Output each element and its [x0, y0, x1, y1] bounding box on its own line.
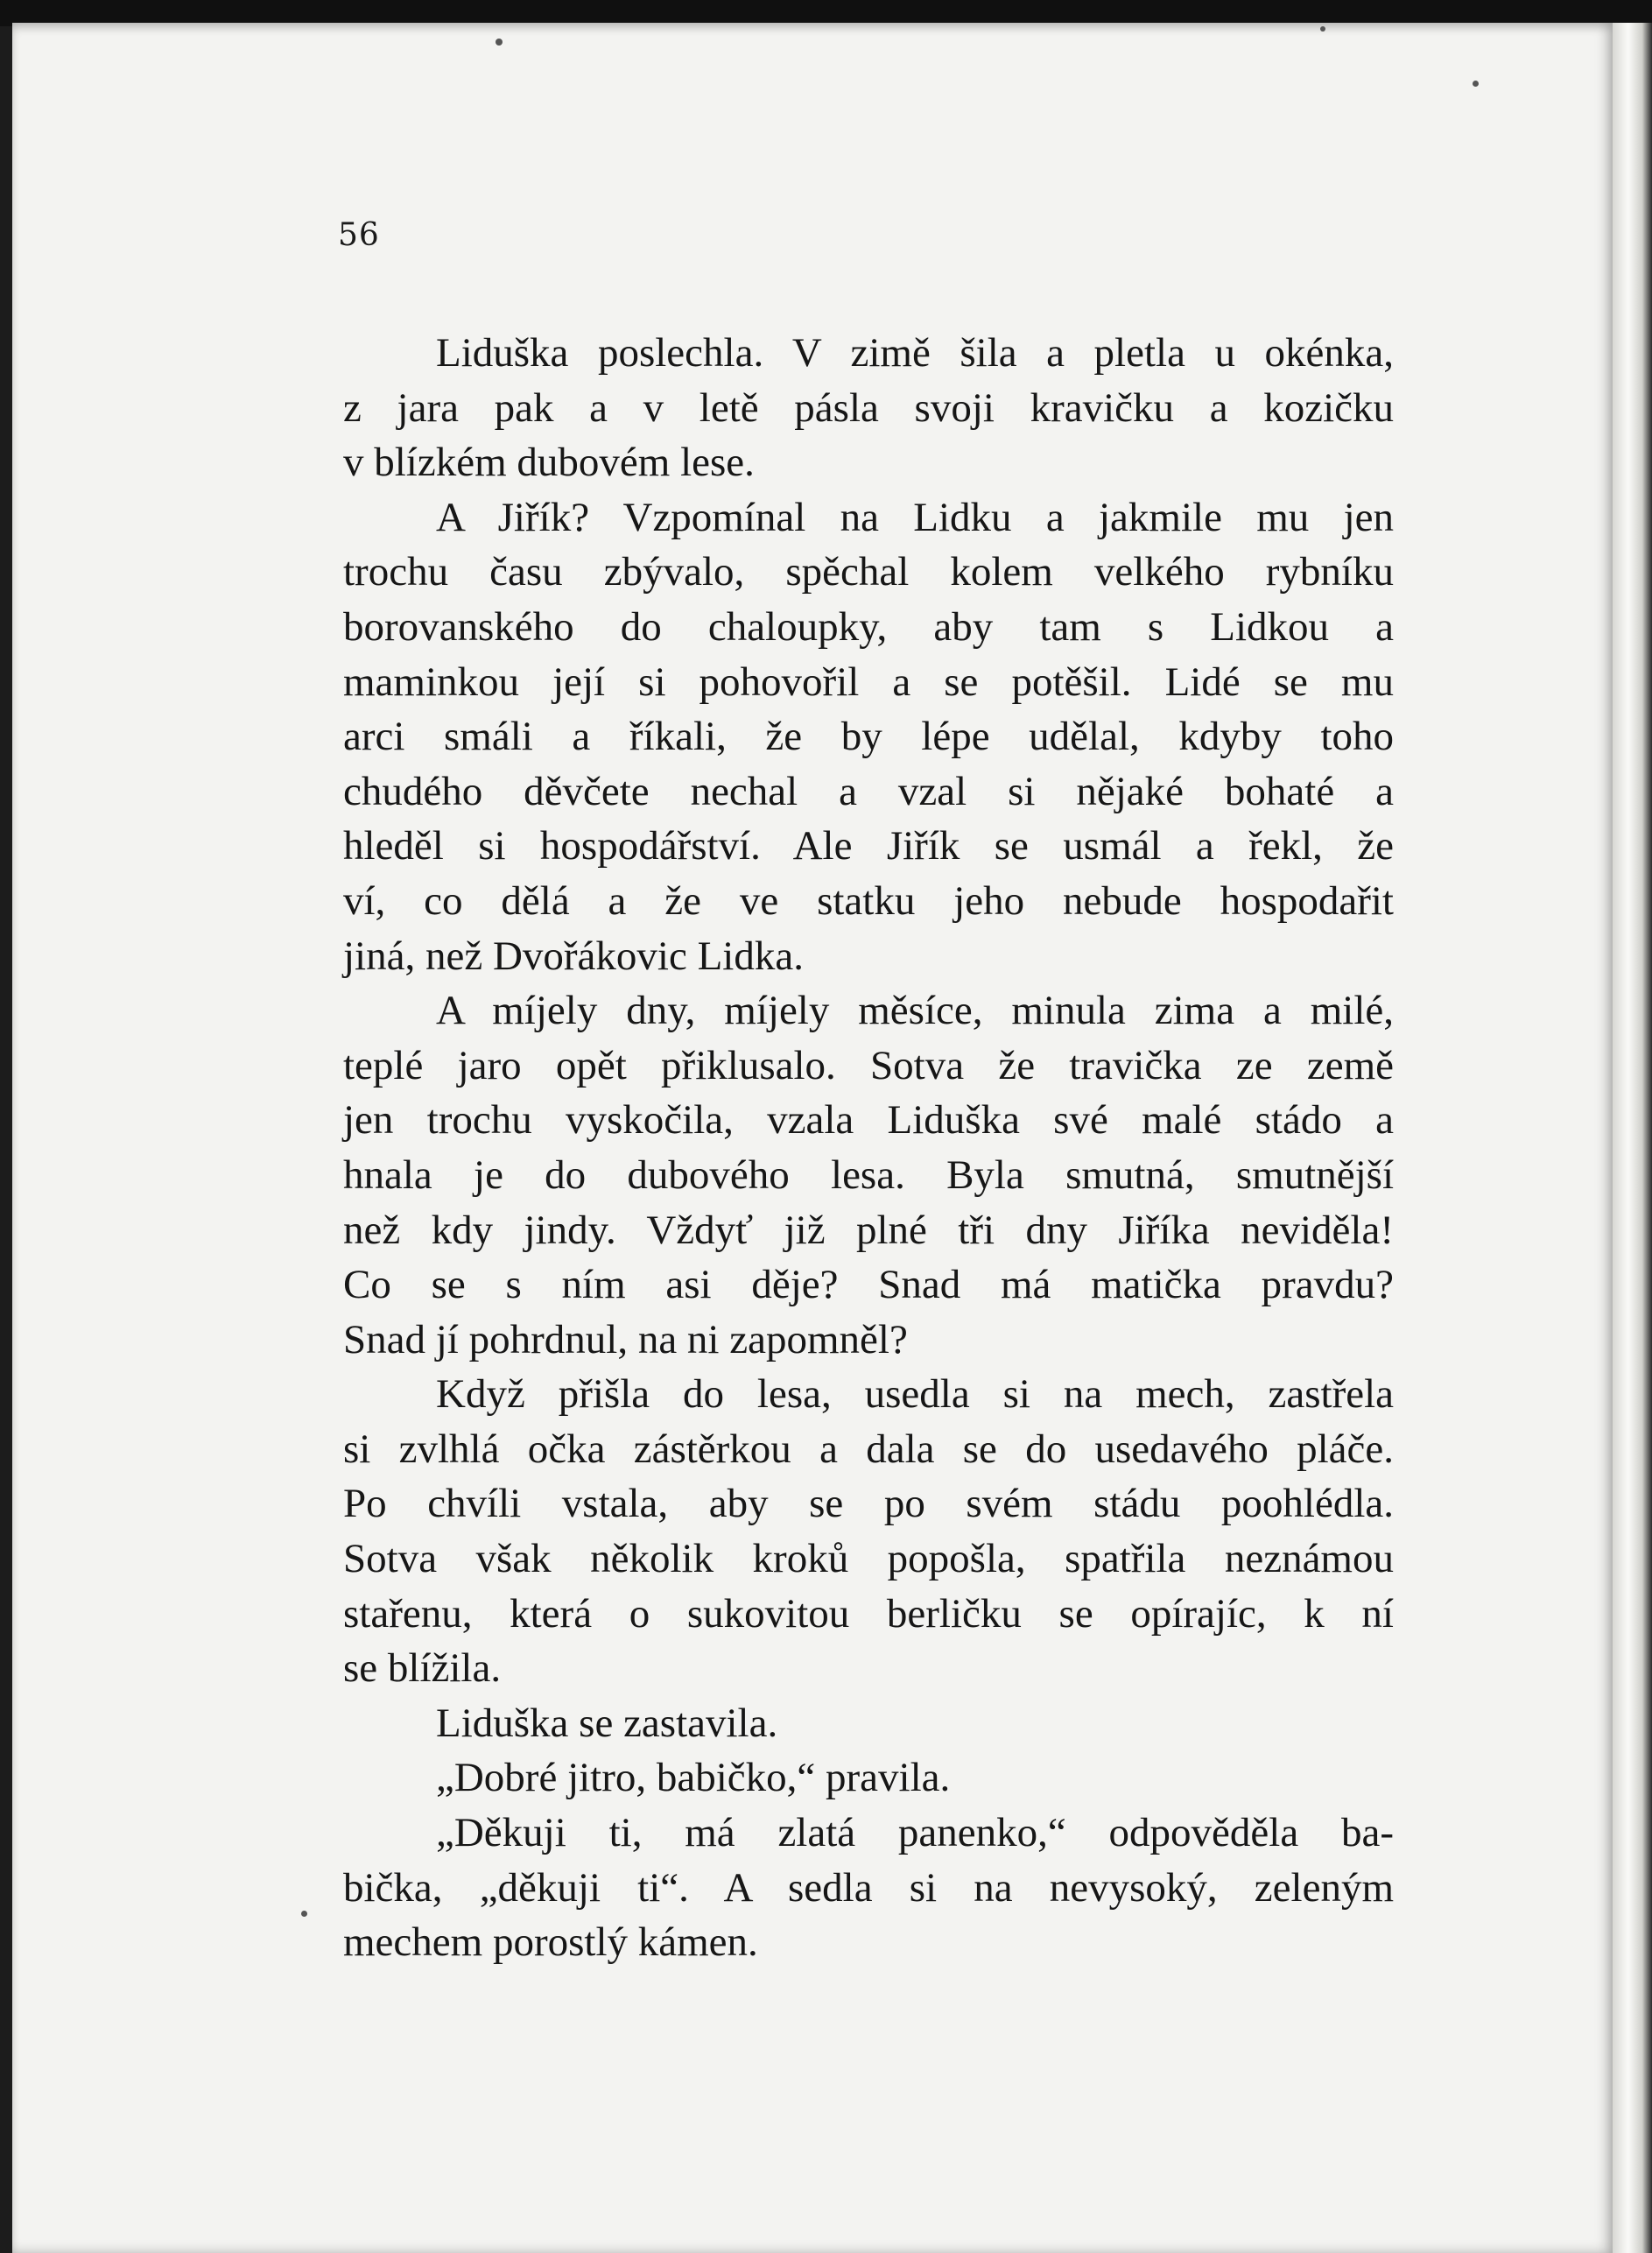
text-line: Co se s ním asi děje? Snad má matička pravdu? — [343, 1262, 1394, 1308]
text-line: mechem porostlý kámen. — [343, 1919, 758, 1966]
body-text — [343, 326, 1394, 1970]
text-line: hnala je do dubového lesa. Byla smutná, smutnější — [343, 1151, 1394, 1198]
text-line: Liduška poslechla. V zimě šila a pletla u okénka, — [436, 330, 1394, 376]
text-line: Snad jí pohrdnul, na ni zapomněl? — [343, 1316, 908, 1362]
text-line: bička, „děkuji ti“. A sedla si na nevysoký, zeleným — [343, 1864, 1394, 1911]
text-line: A míjely dny, míjely měsíce, minula zima a milé, — [436, 988, 1394, 1034]
text-line: jen trochu vyskočila, vzala Liduška své malé stádo a — [343, 1097, 1394, 1144]
text-line: z jara pak a v letě pásla svoji kravičku a kozičku — [343, 384, 1394, 431]
text-line: borovanského do chaloupky, aby tam s Lidkou a — [343, 603, 1394, 650]
text-line: A Jiřík? Vzpomínal na Lidku a jakmile mu jen — [436, 494, 1394, 540]
text-line: trochu času zbývalo, spěchal kolem velkého rybníku — [343, 549, 1394, 595]
text-line: Liduška se zastavila. — [436, 1700, 778, 1746]
text-line: Když přišla do lesa, usedla si na mech, zastřela — [436, 1371, 1394, 1418]
text-line: než kdy jindy. Vždyť již plné tři dny Jiříka neviděla! — [343, 1207, 1394, 1253]
text-line: stařenu, která o sukovitou berličku se opírajíc, k ní — [343, 1590, 1394, 1637]
text-line: se blížila. — [343, 1645, 502, 1692]
scan-speck — [301, 1911, 307, 1917]
text-line: teplé jaro opět přiklusalo. Sotva že travička ze země — [343, 1042, 1394, 1088]
text-line: hleděl si hospodářství. Ale Jiřík se usmál a řekl, že — [343, 823, 1394, 870]
adjacent-page-edge — [1613, 23, 1652, 2253]
text-line: Po chvíli vstala, aby se po svém stádu poohlédla. — [343, 1481, 1394, 1527]
text-line: „Dobré jitro, babičko,“ pravila. — [436, 1755, 951, 1801]
text-line: jiná, než Dvořákovic Lidka. — [343, 933, 804, 979]
text-line: Sotva však několik kroků popošla, spatřila neznámou — [343, 1536, 1394, 1582]
text-line: arci smáli a říkali, že by lépe udělal, kdyby toho — [343, 714, 1394, 760]
scan-speck — [496, 39, 503, 46]
text-line: „Děkuji ti, má zlatá panenko,“ odpověděla ba- — [436, 1810, 1394, 1856]
text-line: maminkou její si pohovořil a se potěšil. Lidé se mu — [343, 658, 1394, 705]
page-number: 56 — [338, 217, 380, 253]
book-page — [12, 23, 1613, 2253]
text-line: si zvlhlá očka zástěrkou a dala se do usedavého pláče. — [343, 1426, 1394, 1472]
scan-speck — [1320, 26, 1325, 32]
scan-speck — [1473, 81, 1479, 87]
text-line: ví, co dělá a že ve statku jeho nebude hospodařit — [343, 877, 1394, 924]
text-line: chudého děvčete nechal a vzal si nějaké bohaté a — [343, 768, 1394, 814]
text-line: v blízkém dubovém lese. — [343, 440, 755, 486]
